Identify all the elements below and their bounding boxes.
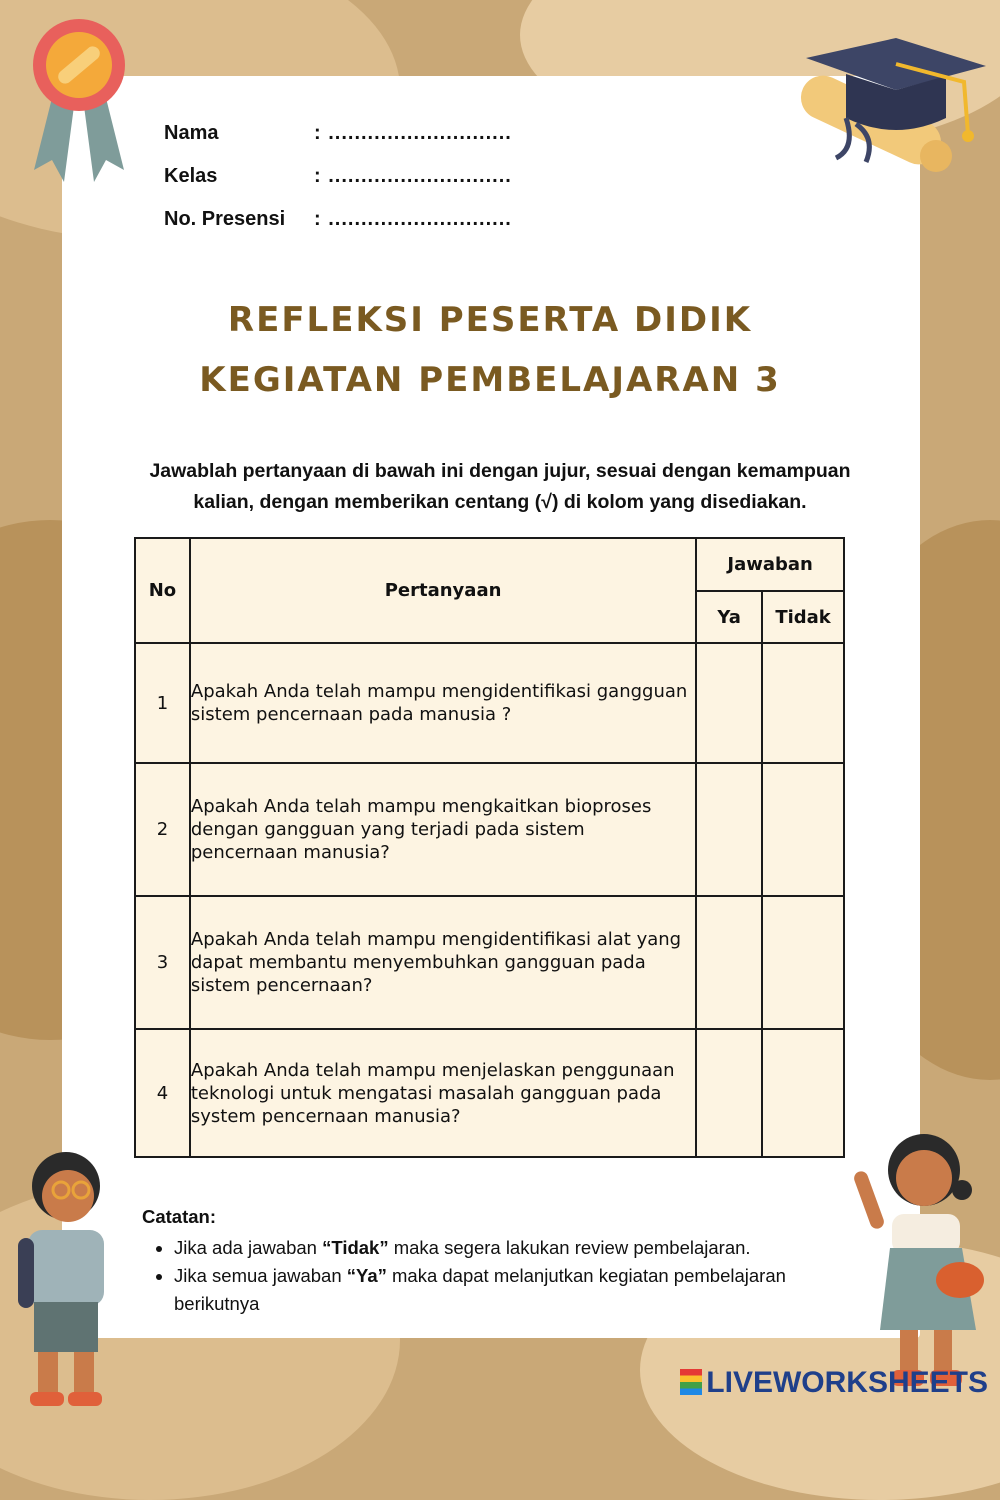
liveworksheets-logo-icon <box>680 1369 702 1395</box>
answer-yes-cell[interactable] <box>696 896 762 1029</box>
attendance-number-field[interactable]: : ............................ <box>314 208 512 230</box>
header-no-answer: Tidak <box>762 591 844 643</box>
row-question: Apakah Anda telah mampu mengidentifikasi alat yang dapat membantu menyembuhkan gangguan pada sistem pencernaan? <box>190 896 696 1029</box>
name-label: Nama <box>164 122 219 144</box>
note-text: Jika semua jawaban <box>174 1265 347 1286</box>
student-identity <box>164 122 512 251</box>
table-row <box>135 896 844 1029</box>
row-number: 2 <box>135 763 190 896</box>
page-title-line1: REFLEKSI PESERTA DIDIK <box>227 300 753 340</box>
table-row <box>135 1029 844 1157</box>
table-row <box>135 763 844 896</box>
girl-illustration-icon <box>852 1130 992 1400</box>
answer-no-cell[interactable] <box>762 896 844 1029</box>
class-field[interactable]: : ............................ <box>314 165 512 187</box>
award-ribbon-icon <box>24 10 134 190</box>
page-title-line2: KEGIATAN PEMBELAJARAN 3 <box>199 360 781 400</box>
answer-yes-cell[interactable] <box>696 643 762 763</box>
name-row <box>164 122 512 165</box>
attendance-number-row <box>164 208 512 251</box>
boy-illustration-icon <box>6 1146 126 1410</box>
note-keyword: “Tidak” <box>322 1237 389 1258</box>
row-number: 3 <box>135 896 190 1029</box>
note-text: maka segera lakukan review pembelajaran. <box>388 1237 751 1258</box>
row-number: 1 <box>135 643 190 763</box>
note-keyword: “Ya” <box>346 1265 387 1286</box>
row-question: Apakah Anda telah mampu menjelaskan penggunaan teknologi untuk mengatasi masalah gangguan pada system pencernaan manusia? <box>190 1029 696 1157</box>
answer-yes-cell[interactable] <box>696 1029 762 1157</box>
row-question: Apakah Anda telah mampu mengidentifikasi gangguan sistem pencernaan pada manusia ? <box>190 643 696 763</box>
liveworksheets-logo <box>680 1366 988 1400</box>
graduation-cap-icon <box>786 38 996 188</box>
answer-no-cell[interactable] <box>762 763 844 896</box>
instructions <box>90 456 910 518</box>
header-yes: Ya <box>696 591 762 643</box>
notes-section <box>142 1206 834 1318</box>
answer-no-cell[interactable] <box>762 1029 844 1157</box>
header-question: Pertanyaan <box>190 538 696 643</box>
class-row <box>164 165 512 208</box>
answer-yes-cell[interactable] <box>696 763 762 896</box>
instructions-line2: kalian, dengan memberikan centang (√) di kolom yang disediakan. <box>193 491 807 513</box>
note-text: maka dapat melanjutkan kegiatan pembelajaran berikutnya <box>174 1265 786 1314</box>
row-number: 4 <box>135 1029 190 1157</box>
name-field[interactable]: : ............................ <box>314 122 512 144</box>
attendance-number-label: No. Presensi <box>164 208 286 230</box>
notes-list <box>142 1234 834 1318</box>
instructions-line1: Jawablah pertanyaan di bawah ini dengan jujur, sesuai dengan kemampuan <box>149 460 851 482</box>
header-answer: Jawaban <box>696 538 844 591</box>
class-label: Kelas <box>164 165 218 187</box>
note-text: Jika ada jawaban <box>174 1237 323 1258</box>
answer-no-cell[interactable] <box>762 643 844 763</box>
table-row <box>135 643 844 763</box>
reflection-table <box>134 537 845 1158</box>
note-item <box>174 1262 834 1318</box>
brand-text: LIVEWORKSHEETS <box>706 1366 988 1399</box>
row-question: Apakah Anda telah mampu mengkaitkan bioproses dengan gangguan yang terjadi pada sistem pencernaan manusia? <box>190 763 696 896</box>
note-item <box>174 1234 834 1262</box>
header-no: No <box>135 538 190 643</box>
notes-title: Catatan: <box>142 1206 217 1227</box>
